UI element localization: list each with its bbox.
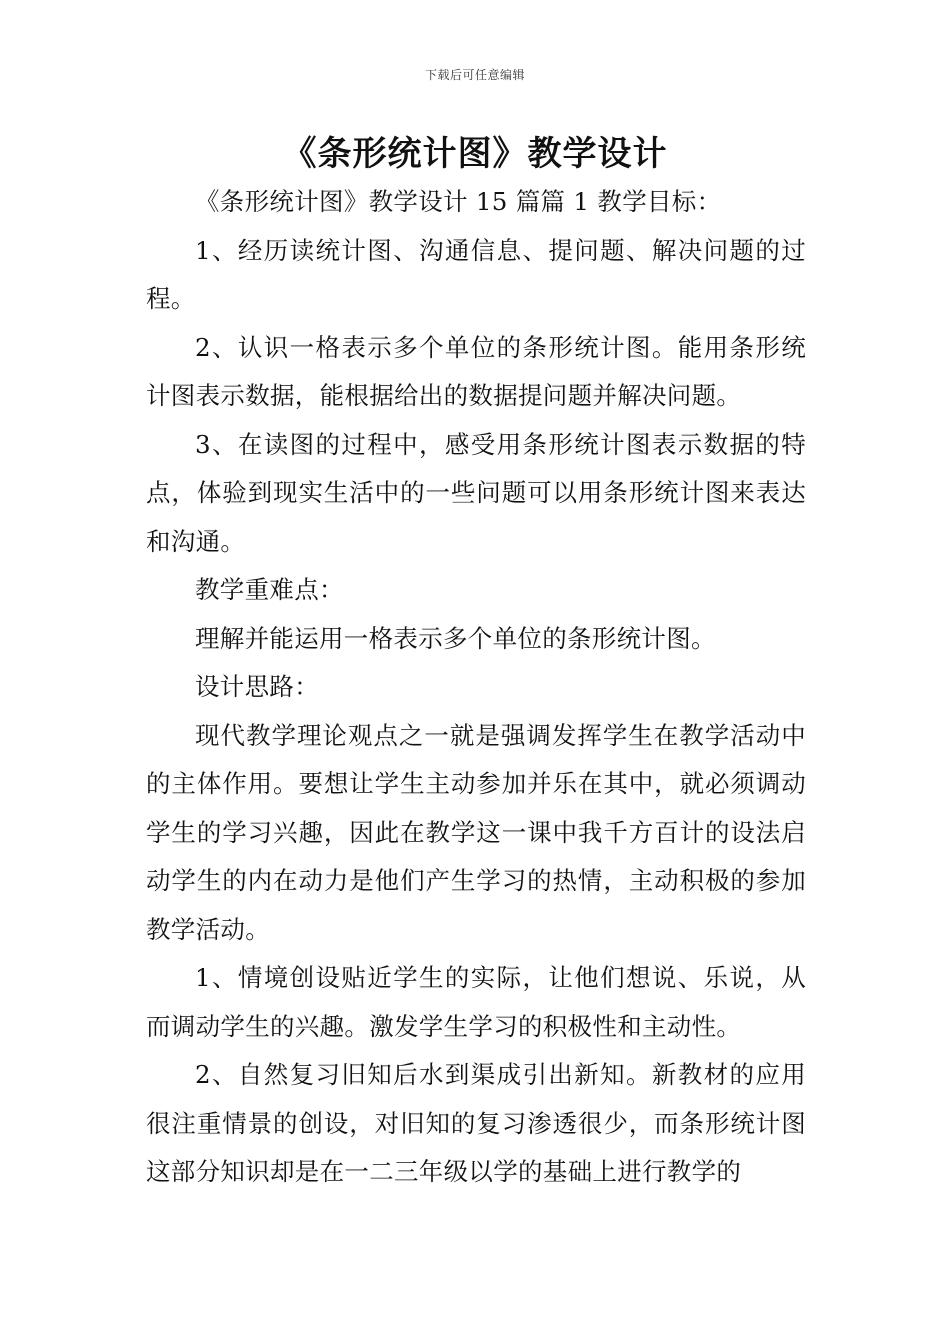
- header-note: 下载后可任意编辑: [424, 68, 525, 82]
- paragraph-goal-1: 1、经历读统计图、沟通信息、提问题、解决问题的过程。: [146, 235, 806, 313]
- document-body: [146, 178, 806, 1197]
- paragraph-key-points: 理解并能运用一格表示多个单位的条形统计图。: [195, 623, 716, 653]
- paragraph-design-1: 1、情境创设贴近学生的实际，让他们想说、乐说，从而调动学生的兴趣。激发学生学习的积极性和主动性。: [146, 963, 806, 1041]
- paragraph-goal-3: 3、在读图的过程中，感受用条形统计图表示数据的特点，体验到现实生活中的一些问题可以用条形统计图来表达和沟通。: [146, 429, 806, 556]
- paragraph-key-points-heading: 教学重难点：: [195, 575, 344, 604]
- paragraph-intro: 《条形统计图》教学设计 15 篇篇 1 教学目标：: [195, 187, 722, 216]
- paragraph-goal-2: 2、认识一格表示多个单位的条形统计图。能用条形统计图表示数据，能根据给出的数据提问题并解决问题。: [146, 332, 806, 410]
- document-title: 《条形统计图》教学设计: [282, 134, 668, 174]
- paragraph-design-theory: 现代教学理论观点之一就是强调发挥学生在教学活动中的主体作用。要想让学生主动参加并乐在其中，就必须调动学生的学习兴趣，因此在教学这一课中我千方百计的设法启动学生的内在动力是他们产生学习的热情，主动积极的参加教学活动。: [146, 720, 806, 944]
- paragraph-design-heading: 设计思路：: [195, 672, 319, 701]
- paragraph-design-2: 2、自然复习旧知后水到渠成引出新知。新教材的应用很注重情景的创设，对旧知的复习渗透很少，而条形统计图这部分知识却是在一二三年级以学的基础上进行教学的: [146, 1060, 806, 1186]
